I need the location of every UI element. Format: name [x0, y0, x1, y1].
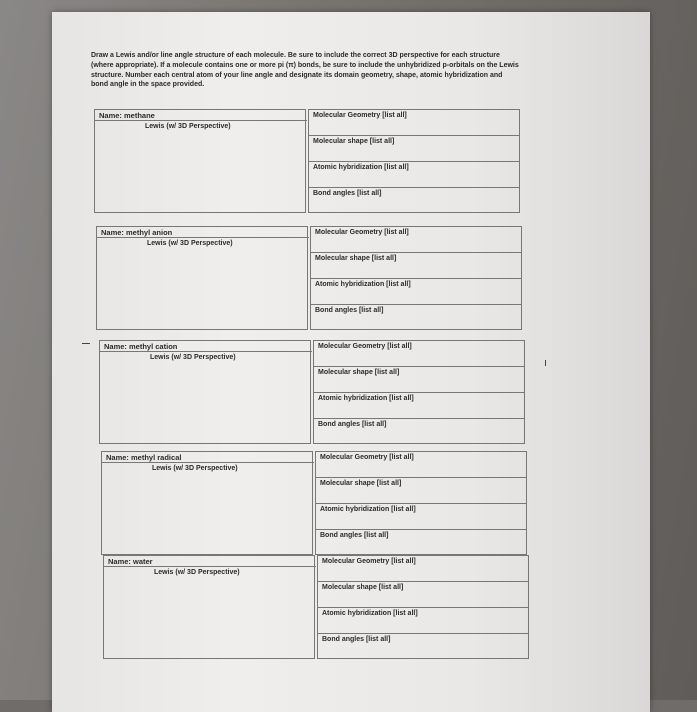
molecule-name: Name: methyl anion	[97, 227, 309, 238]
molecular-shape-field[interactable]: Molecular shape [list all]	[318, 582, 528, 608]
bond-angles-field[interactable]: Bond angles [list all]	[318, 421, 387, 428]
properties-column	[310, 226, 522, 330]
molecular-geometry-field[interactable]: Molecular Geometry [list all]	[309, 110, 519, 136]
properties-column	[308, 109, 520, 213]
lewis-structure-box[interactable]	[101, 451, 313, 555]
margin-mark	[545, 360, 546, 366]
lewis-label: Lewis (w/ 3D Perspective)	[152, 465, 238, 472]
molecule-name: Name: methyl radical	[102, 452, 314, 463]
molecular-shape-field[interactable]: Molecular shape [list all]	[314, 367, 524, 393]
molecule-name: Name: methane	[95, 110, 307, 121]
molecular-geometry-field[interactable]: Molecular Geometry [list all]	[314, 341, 524, 367]
molecular-shape-field[interactable]: Molecular shape [list all]	[311, 253, 521, 279]
instructions-text: Draw a Lewis and/or line angle structure of each molecule. Be sure to include the correct 3D perspective for each structure (where appropriate). If a molecule contains one or more pi (π) bonds, be sure to include the unhybridized p-orbitals on the Lewis structure. Number each central atom of your line angle and designate its domain geometry, shape, atomic hybridization and bond angle in the space provided.	[91, 52, 519, 89]
bond-angles-field[interactable]: Bond angles [list all]	[315, 307, 384, 314]
molecule-card-methyl-cation	[99, 340, 525, 444]
molecule-card-methane	[94, 109, 520, 213]
molecule-name: Name: methyl cation	[100, 341, 312, 352]
atomic-hybridization-field[interactable]: Atomic hybridization [list all]	[314, 393, 524, 419]
margin-mark	[82, 343, 90, 344]
bond-angles-field[interactable]: Bond angles [list all]	[322, 636, 391, 643]
lewis-structure-box[interactable]	[94, 109, 306, 213]
molecule-card-methyl-radical	[101, 451, 527, 555]
lewis-label: Lewis (w/ 3D Perspective)	[154, 569, 240, 576]
properties-column	[317, 555, 529, 659]
atomic-hybridization-field[interactable]: Atomic hybridization [list all]	[309, 162, 519, 188]
molecular-geometry-field[interactable]: Molecular Geometry [list all]	[316, 452, 526, 478]
lewis-label: Lewis (w/ 3D Perspective)	[150, 354, 236, 361]
bond-angles-field[interactable]: Bond angles [list all]	[313, 190, 382, 197]
molecular-shape-field[interactable]: Molecular shape [list all]	[316, 478, 526, 504]
atomic-hybridization-field[interactable]: Atomic hybridization [list all]	[316, 504, 526, 530]
molecule-name: Name: water	[104, 556, 316, 567]
molecular-geometry-field[interactable]: Molecular Geometry [list all]	[311, 227, 521, 253]
lewis-label: Lewis (w/ 3D Perspective)	[145, 123, 231, 130]
lewis-label: Lewis (w/ 3D Perspective)	[147, 240, 233, 247]
molecular-shape-field[interactable]: Molecular shape [list all]	[309, 136, 519, 162]
atomic-hybridization-field[interactable]: Atomic hybridization [list all]	[318, 608, 528, 634]
atomic-hybridization-field[interactable]: Atomic hybridization [list all]	[311, 279, 521, 305]
properties-column	[315, 451, 527, 555]
molecular-geometry-field[interactable]: Molecular Geometry [list all]	[318, 556, 528, 582]
bond-angles-field[interactable]: Bond angles [list all]	[320, 532, 389, 539]
molecule-card-water	[103, 555, 529, 659]
lewis-structure-box[interactable]	[103, 555, 315, 659]
lewis-structure-box[interactable]	[99, 340, 311, 444]
lewis-structure-box[interactable]	[96, 226, 308, 330]
properties-column	[313, 340, 525, 444]
molecule-card-methyl-anion	[96, 226, 522, 330]
